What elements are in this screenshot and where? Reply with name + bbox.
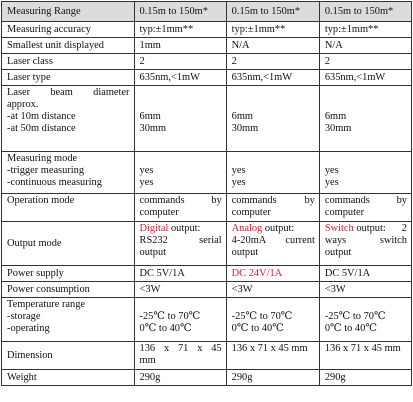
value-laser-type-2: 635nm,<1mW: [226, 70, 319, 86]
row-weight: [2, 370, 412, 386]
row-measuring-range: [2, 2, 412, 22]
value-operation-mode-3: commands by computer: [319, 194, 411, 222]
value-smallest-unit-3: N/A: [319, 38, 411, 54]
row-laser-type: [2, 70, 412, 86]
label-measuring-mode: Measuring mode -trigger measuring -continuous measuring: [2, 152, 135, 194]
value-temperature-2: -25℃ to 70℃ 0℃ to 40℃: [226, 298, 319, 342]
row-laser-class: [2, 54, 412, 70]
value-power-supply-3: DC 5V/1A: [319, 266, 411, 282]
value-measuring-range-2: 0.15m to 150m*: [226, 2, 319, 22]
value-power-supply-2: DC 24V/1A: [226, 266, 319, 282]
specification-table: [1, 1, 412, 386]
value-measuring-mode-1: yes yes: [134, 152, 226, 194]
value-power-consumption-1: <3W: [134, 282, 226, 298]
value-measuring-mode-3: yes yes: [319, 152, 411, 194]
label-dimension: Dimension: [2, 342, 135, 370]
value-temperature-3: -25℃ to 70℃ 0℃ to 40℃: [319, 298, 411, 342]
value-power-supply-1: DC 5V/1A: [134, 266, 226, 282]
value-beam-diameter-3: 6mm 30mm: [319, 86, 411, 152]
value-smallest-unit-1: 1mm: [134, 38, 226, 54]
value-operation-mode-2: commands by computer: [226, 194, 319, 222]
value-smallest-unit-2: N/A: [226, 38, 319, 54]
value-measuring-range-1: 0.15m to 150m*: [134, 2, 226, 22]
value-weight-2: 290g: [226, 370, 319, 386]
value-output-mode-2: Analog output: 4-20mA current output: [226, 222, 319, 266]
value-measuring-accuracy-2: typ:±1mm**: [226, 22, 319, 38]
label-output-mode: Output mode: [2, 222, 135, 266]
value-measuring-accuracy-3: typ:±1mm**: [319, 22, 411, 38]
value-beam-diameter-1: 6mm 30mm: [134, 86, 226, 152]
value-laser-class-2: 2: [226, 54, 319, 70]
value-power-consumption-3: <3W: [319, 282, 411, 298]
value-temperature-1: -25℃ to 70℃ 0℃ to 40℃: [134, 298, 226, 342]
row-power-supply: [2, 266, 412, 282]
label-power-supply: Power supply: [2, 266, 135, 282]
value-measuring-accuracy-1: typ:±1mm**: [134, 22, 226, 38]
value-power-consumption-2: <3W: [226, 282, 319, 298]
row-operation-mode: [2, 194, 412, 222]
value-measuring-mode-2: yes yes: [226, 152, 319, 194]
label-laser-class: Laser class: [2, 54, 135, 70]
value-operation-mode-1: commands by computer: [134, 194, 226, 222]
value-output-mode-3: Switch output: 2 ways switch output: [319, 222, 411, 266]
row-measuring-mode: [2, 152, 412, 194]
value-laser-class-3: 2: [319, 54, 411, 70]
row-dimension: [2, 342, 412, 370]
value-weight-1: 290g: [134, 370, 226, 386]
label-beam-diameter: Laser beam diameter approx. -at 10m distance -at 50m distance: [2, 86, 135, 152]
value-output-mode-1: Digital output: RS232 serial output: [134, 222, 226, 266]
value-laser-type-3: 635nm,<1mW: [319, 70, 411, 86]
label-smallest-unit: Smallest unit displayed: [2, 38, 135, 54]
label-temperature-range: Temperature range -storage -operating: [2, 298, 135, 342]
value-dimension-3: 136 x 71 x 45 mm: [319, 342, 411, 370]
value-weight-3: 290g: [319, 370, 411, 386]
label-operation-mode: Operation mode: [2, 194, 135, 222]
label-measuring-range: Measuring Range: [2, 2, 135, 22]
value-beam-diameter-2: 6mm 30mm: [226, 86, 319, 152]
value-laser-type-1: 635nm,<1mW: [134, 70, 226, 86]
row-beam-diameter: [2, 86, 412, 152]
value-dimension-2: 136 x 71 x 45 mm: [226, 342, 319, 370]
value-measuring-range-3: 0.15m to 150m*: [319, 2, 411, 22]
label-power-consumption: Power consumption: [2, 282, 135, 298]
label-laser-type: Laser type: [2, 70, 135, 86]
row-output-mode: [2, 222, 412, 266]
label-measuring-accuracy: Measuring accuracy: [2, 22, 135, 38]
value-dimension-1: 136 x 71 x 45 mm: [134, 342, 226, 370]
row-power-consumption: [2, 282, 412, 298]
label-weight: Weight: [2, 370, 135, 386]
row-measuring-accuracy: [2, 22, 412, 38]
row-smallest-unit: [2, 38, 412, 54]
row-temperature-range: [2, 298, 412, 342]
value-laser-class-1: 2: [134, 54, 226, 70]
